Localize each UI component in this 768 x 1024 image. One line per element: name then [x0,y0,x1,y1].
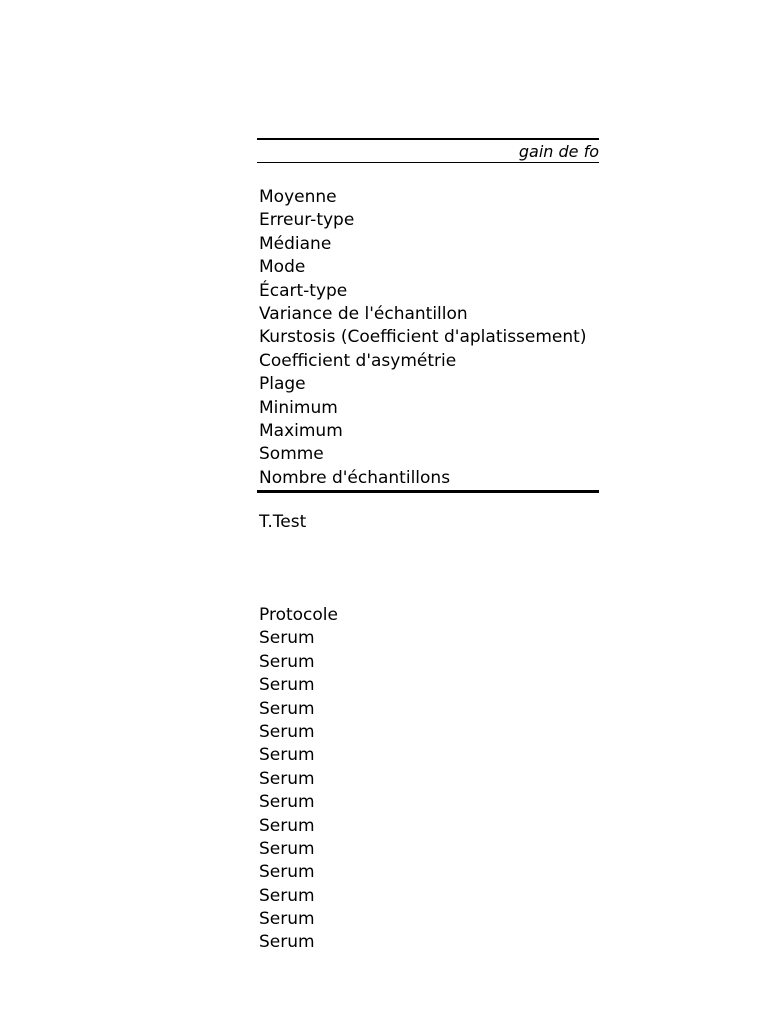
stat-label-kurtosis: Kurstosis (Coefficient d'aplatissement) [259,327,587,348]
protocol-cell: Serum [259,862,315,883]
ttest-block [257,511,599,534]
protocol-cell: Serum [259,932,315,953]
protocol-block [257,604,599,955]
stat-label-sum: Somme [259,444,324,465]
stat-label-std-dev: Écart-type [259,280,348,301]
ttest-label: T.Test [259,512,307,532]
protocol-cell: Serum [259,721,315,742]
stat-label-standard-error: Erreur-type [259,210,355,231]
protocol-cell: Serum [259,768,315,789]
stat-label-mean: Moyenne [259,187,337,207]
stat-label-count: Nombre d'échantillons [259,467,451,488]
protocol-cell: Serum [259,698,315,719]
stat-label-median: Médiane [259,233,332,254]
stat-label-minimum: Minimum [259,397,338,418]
protocol-cell: Serum [259,745,315,766]
protocol-cell: Serum [259,675,315,696]
stat-label-range: Plage [259,374,306,395]
column-header: gain de fo [518,142,599,161]
protocol-cell: Serum [259,792,315,813]
stat-label-maximum: Maximum [259,420,343,441]
table-spacer [257,163,599,186]
protocol-cell: Serum [259,909,315,930]
protocol-cell: Serum [259,815,315,836]
stat-label-variance: Variance de l'échantillon [259,303,468,324]
protocol-cell: Serum [259,651,315,672]
descriptive-stats-table [257,138,599,493]
stat-label-mode: Mode [259,257,306,278]
protocol-cell: Serum [259,885,315,906]
table-bottom-rule [257,490,599,493]
protocol-cell: Serum [259,628,315,649]
stat-label-skewness: Coefficient d'asymétrie [259,350,457,371]
stats-rows [257,186,599,490]
protocol-cell: Serum [259,838,315,859]
protocol-header: Protocole [259,605,338,625]
